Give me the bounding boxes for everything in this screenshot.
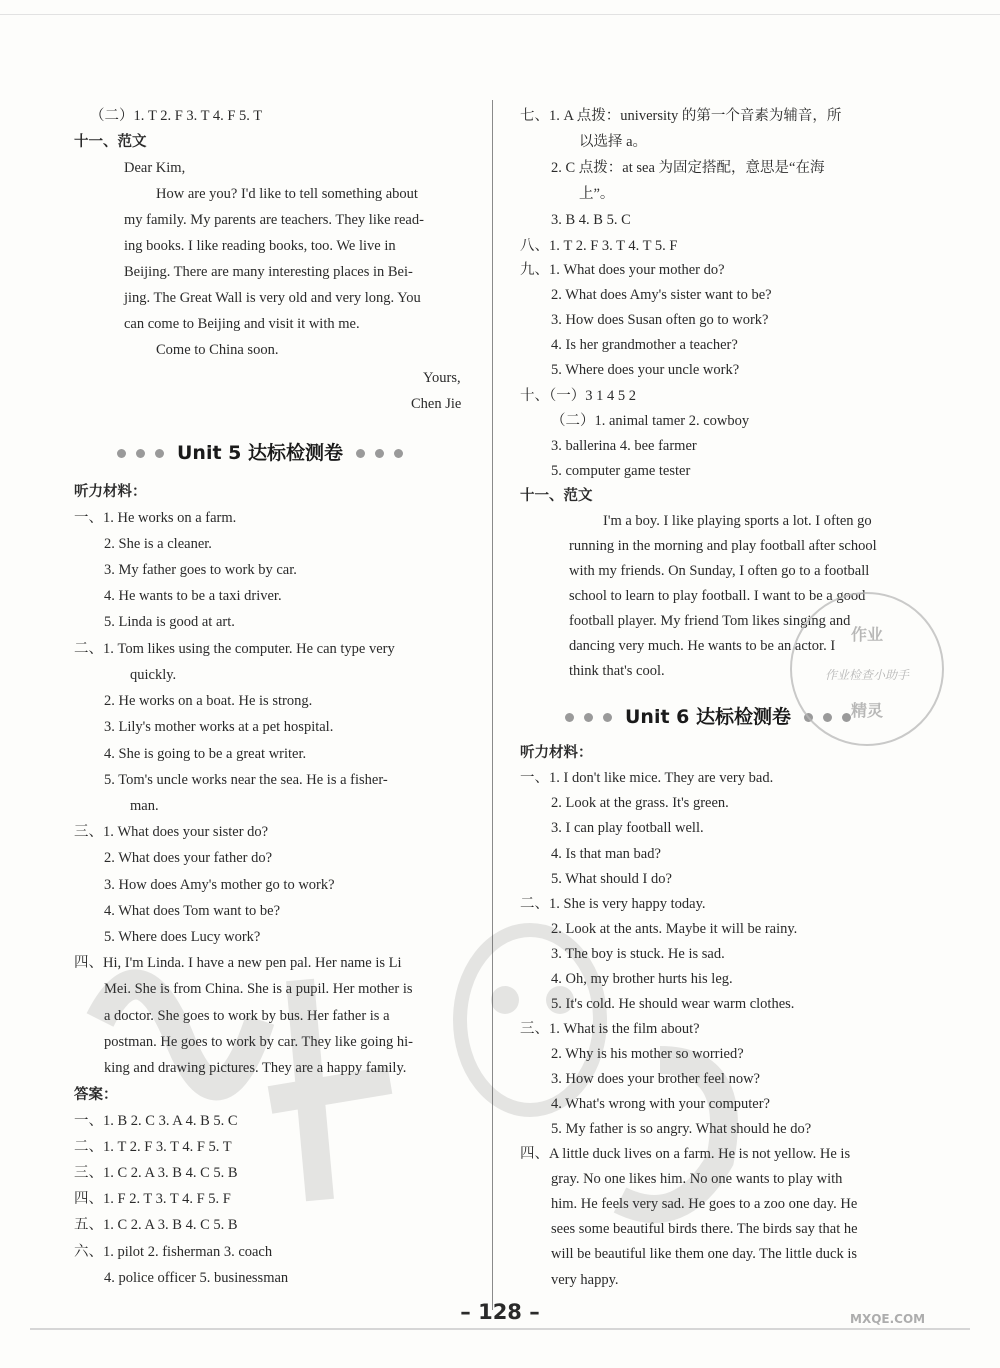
text-line: school to learn to play football. I want to be a good [569,588,866,604]
text-line: 5. It's cold. He should wear warm clothes. [551,996,795,1012]
text-line: （二）1. animal tamer 2. cowboy [551,413,750,429]
text-line: 听力材料： [74,484,147,500]
text-line: very happy. [551,1272,619,1288]
text-line: gray. No one likes him. No one wants to play with [551,1171,843,1187]
stamp-top-text: 作业 [850,625,883,644]
text-line: 3. ballerina 4. bee farmer [551,438,697,454]
text-line: 2. C 点拨：at sea 为固定搭配，意思是“在海 [551,160,825,176]
text-line: 4. Is that man bad? [551,846,661,862]
watermark-corner-text: MXQE.COM [850,1312,926,1326]
text-line: Mei. She is from China. She is a pupil. Her mother is [104,981,413,997]
text-line: jing. The Great Wall is very old and very long. You [124,290,421,306]
text-line: 4. He wants to be a taxi driver. [104,588,282,604]
text-line: 2. What does your father do? [104,850,273,866]
text-line: quickly. [130,667,177,683]
text-line: think that's cool. [569,663,665,679]
text-line: 上”。 [579,186,615,202]
text-line: 2. Look at the ants. Maybe it will be rainy. [551,921,798,937]
text-line: 3. How does Amy's mother go to work? [104,877,335,893]
heading-title: Unit 5 达标检测卷 [177,442,343,464]
text-line: 六、1. pilot 2. fisherman 3. coach [74,1244,273,1260]
text-line: 四、A little duck lives on a farm. He is not yellow. He is [520,1146,851,1162]
text-line: king and drawing pictures. They are a happy family. [104,1060,407,1076]
text-line: 4. police officer 5. businessman [104,1270,289,1286]
text-line: running in the morning and play football after school [569,538,877,554]
text-line: with my friends. On Sunday, I often go to a football [569,563,870,579]
text-line: 十一、范文 [520,488,593,504]
text-line: 5. Where does your uncle work? [551,362,740,378]
text-line: 2. What does Amy's sister want to be? [551,287,772,303]
text-line: 2. He works on a boat. He is strong. [104,693,313,709]
heading-dots-left [560,706,617,728]
text-line: him. He feels very sad. He goes to a zoo one day. He [551,1196,858,1212]
text-line: ing books. I like reading books, too. We live in [124,238,396,254]
text-line: 四、Hi, I'm Linda. I have a new pen pal. Her name is Li [74,955,402,971]
text-line: 3. B 4. B 5. C [551,212,631,228]
page-number: – 128 – [460,1300,540,1324]
text-line: 一、1. B 2. C 3. A 4. B 5. C [74,1113,238,1129]
text-line: 三、1. What does your sister do? [74,824,269,840]
text-line: 3. I can play football well. [551,820,704,836]
text-line: 3. How does Susan often go to work? [551,312,769,328]
text-line: my family. My parents are teachers. They like read- [124,212,424,228]
text-line: Dear Kim, [124,160,186,176]
text-line: 一、1. He works on a farm. [74,510,237,526]
text-line: 二、1. She is very happy today. [520,896,706,912]
text-line: 二、1. T 2. F 3. T 4. F 5. T [74,1139,232,1155]
text-line: postman. He goes to work by car. They like going hi- [104,1034,414,1050]
stamp-bottom-text: 精灵 [850,701,883,720]
text-line: 5. What should I do? [551,871,672,887]
text-line: 2. Why is his mother so worried? [551,1046,744,1062]
text-line: football player. My friend Tom likes singing and [569,613,851,629]
text-line: 七、1. A 点拨：university 的第一个音素为辅音，所 [520,108,842,124]
text-line: Chen Jie [411,396,462,412]
text-line: 5. Tom's uncle works near the sea. He is a fisher- [104,772,388,788]
stamp-mid-text: 作业检查小助手 [824,668,909,682]
text-line: a doctor. She goes to work by bus. Her father is a [104,1008,390,1024]
text-line: 3. How does your brother feel now? [551,1071,760,1087]
text-line: 三、1. C 2. A 3. B 4. C 5. B [74,1165,238,1181]
text-line: 5. computer game tester [551,463,691,479]
text-line: 5. My father is so angry. What should he do? [551,1121,812,1137]
text-line: 2. She is a cleaner. [104,536,212,552]
section-heading [112,440,408,466]
heading-title: Unit 6 达标检测卷 [625,706,791,728]
text-line: 4. What does Tom want to be? [104,903,281,919]
text-line: I'm a boy. I like playing sports a lot. I often go [603,513,872,529]
text-line: 九、1. What does your mother do? [520,262,725,278]
text-line: 答案： [74,1087,118,1103]
text-line: dancing very much. He wants to be an actor. I [569,638,836,654]
text-line: 2. Look at the grass. It's green. [551,795,729,811]
homework-stamp [790,592,944,746]
top-rule [0,14,1000,15]
text-line: 3. Lily's mother works at a pet hospital. [104,719,334,735]
text-line: 4. Is her grandmother a teacher? [551,337,738,353]
text-line: （二）1. T 2. F 3. T 4. F 5. T [90,108,263,124]
text-line: 4. She is going to be a great writer. [104,746,307,762]
text-line: Come to China soon. [156,342,279,358]
text-line: How are you? I'd like to tell something about [156,186,418,202]
text-line: man. [130,798,159,814]
text-line: 4. What's wrong with your computer? [551,1096,770,1112]
text-line: 一、1. I don't like mice. They are very bad. [520,770,774,786]
text-line: will be beautiful like them one day. The little duck is [551,1246,858,1262]
text-line: sees some beautiful birds there. The birds say that he [551,1221,858,1237]
heading-dots-right [351,442,408,464]
heading-dots-left [112,442,169,464]
text-line: 5. Linda is good at art. [104,614,235,630]
text-line: 八、1. T 2. F 3. T 4. T 5. F [520,238,678,254]
text-line: 3. The boy is stuck. He is sad. [551,946,725,962]
text-line: 十一、范文 [74,134,147,150]
column-divider [492,100,493,1310]
text-line: can come to Beijing and visit it with me. [124,316,360,332]
text-line: 四、1. F 2. T 3. T 4. F 5. F [74,1191,231,1207]
text-line: 4. Oh, my brother hurts his leg. [551,971,733,987]
bottom-rule [30,1328,970,1330]
text-line: 二、1. Tom likes using the computer. He can type very [74,641,395,657]
text-line: 十、（一）3 1 4 5 2 [520,388,636,404]
text-line: Beijing. There are many interesting places in Bei- [124,264,413,280]
text-line: 3. My father goes to work by car. [104,562,297,578]
text-line: Yours, [423,370,461,386]
text-line: 三、1. What is the film about? [520,1021,700,1037]
text-line: 五、1. C 2. A 3. B 4. C 5. B [74,1217,238,1233]
text-line: 听力材料： [520,745,593,761]
text-line: 以选择 a。 [579,134,648,150]
text-line: 5. Where does Lucy work? [104,929,261,945]
